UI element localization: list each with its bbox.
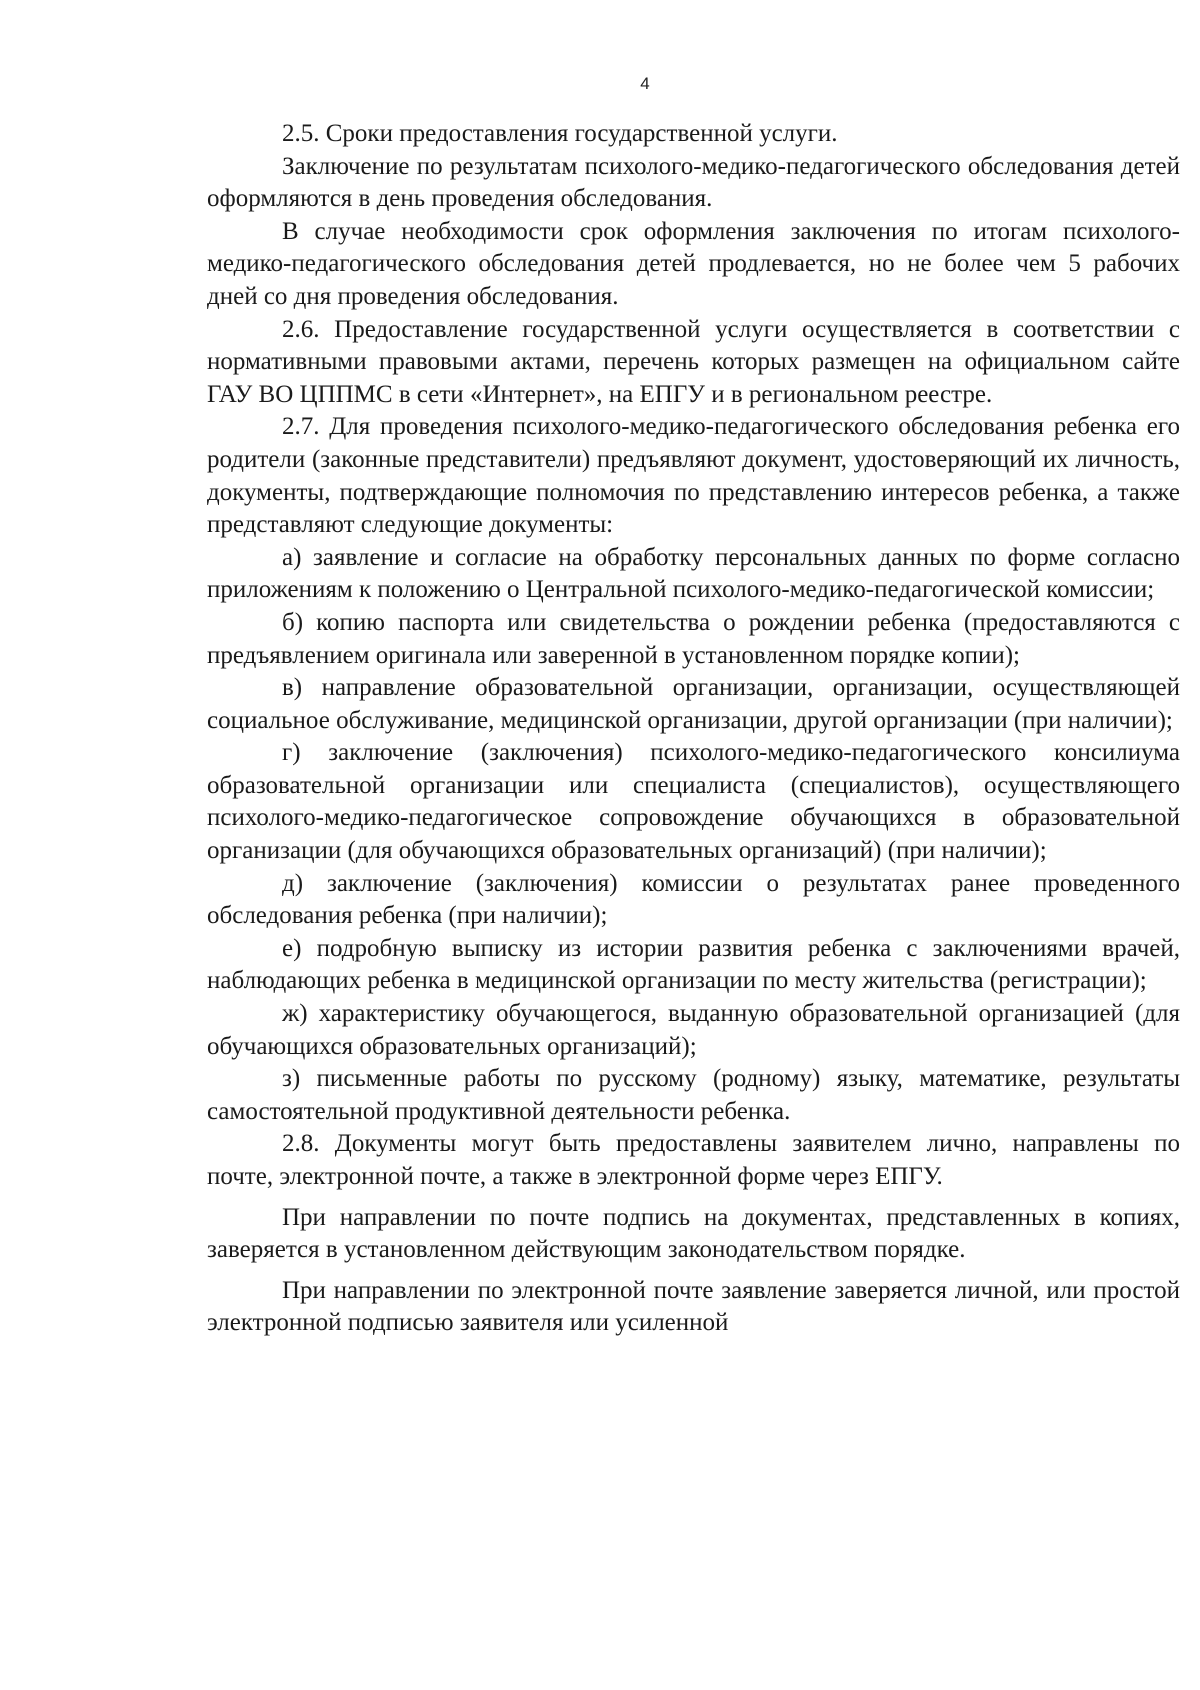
list-item-v: в) направление образовательной организации, организации, осуществляющей социальное обслуживание, медицинской организации, другой организации (при наличии);: [207, 674, 1180, 734]
list-item-e: е) подробную выписку из истории развития ребенка с заключениями врачей, наблюдающих ребенка в медицинской организации по месту жительства (регистрации);: [207, 934, 1180, 995]
paragraph-extension: В случае необходимости срок оформления заключения по итогам психолого-медико-педагогического обследования детей продлевается, но не более чем 5 рабочих дней со дня проведения обследования.: [207, 217, 1180, 310]
page-number: 4: [640, 74, 650, 93]
list-item-d: д) заключение (заключения) комиссии о результатах ранее проведенного обследования ребенка (при наличии);: [207, 869, 1180, 930]
paragraph-2-5-heading: 2.5. Сроки предоставления государственной услуги.: [282, 120, 838, 147]
paragraph-2-6: 2.6. Предоставление государственной услуги осуществляется в соответствии с нормативными правовыми актами, перечень которых размещен на официальном сайте ГАУ ВО ЦППМС в сети «Интернет», на ЕПГУ и в региональном реестре.: [207, 315, 1180, 408]
list-item-g: г) заключение (заключения) психолого-медико-педагогического консилиума образовательной организации или специалиста (специалистов), осуществляющего психолого-медико-педагогическое сопровождение обучающихся в образовательной организации (для обучающихся образовательных организаций) (при наличии);: [207, 739, 1180, 865]
list-item-z: з) письменные работы по русскому (родному) языку, математике, результаты самостоятельной продуктивной деятельности ребенка.: [207, 1065, 1180, 1125]
paragraph-postal-signature: При направлении по почте подпись на документах, представленных в копиях, заверяется в установленном действующим законодательством порядке.: [207, 1203, 1180, 1264]
list-item-a: а) заявление и согласие на обработку персональных данных по форме согласно приложениям к положению о Центральной психолого-медико-педагогической комиссии;: [207, 543, 1180, 604]
list-item-zh: ж) характеристику обучающегося, выданную образовательной организацией (для обучающихся образовательных организаций);: [207, 1000, 1180, 1060]
paragraph-2-7: 2.7. Для проведения психолого-медико-педагогического обследования ребенка его родители (законные представители) предъявляют документ, удостоверяющий их личность, документы, подтверждающие полномочия по представлению интересов ребенка, а также представляют следующие документы:: [207, 413, 1180, 539]
list-item-b: б) копию паспорта или свидетельства о рождении ребенка (предоставляются с предъявлением оригинала или заверенной в установленном порядке копии);: [207, 608, 1180, 669]
document-body: [207, 118, 1180, 1340]
paragraph-email-signature: При направлении по электронной почте заявление заверяется личной, или простой электронной подписью заявителя или усиленной: [207, 1276, 1180, 1337]
paragraph-2-8: 2.8. Документы могут быть предоставлены заявителем лично, направлены по почте, электронной почте, а также в электронной форме через ЕПГУ.: [207, 1130, 1180, 1190]
paragraph-conclusion-timing: Заключение по результатам психолого-медико-педагогического обследования детей оформляются в день проведения обследования.: [207, 152, 1180, 213]
